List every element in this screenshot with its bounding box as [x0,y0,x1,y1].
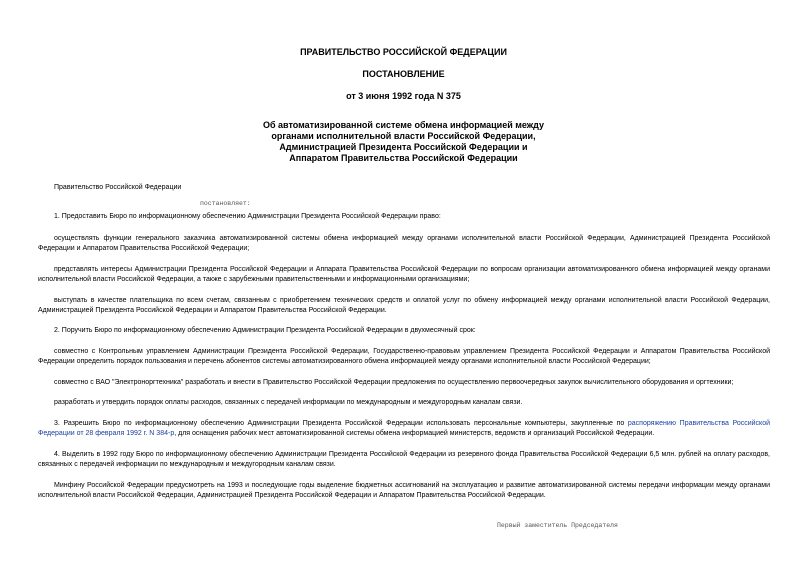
paragraph-1c: выступать в качестве плательщика по всем счетам, связанным с приобретением технических средств и оплатой услуг по обмену информацией между органами исполнительной власти Российской Федерации, Администрацией Президента Российской Федерации и Аппаратом Правительства Российской Федерации. [38,297,770,314]
decree-link[interactable]: распоряжению Правительства Российской Федерации от 28 февраля 1992 г. N 384-р [38,420,771,437]
paragraph-3 [38,419,770,439]
title-line-3: Администрацией Президента Российской Федерации и [279,142,528,152]
date-number: от 3 июня 1992 года N 375 [346,91,461,101]
intro: Правительство Российской Федерации [54,184,182,191]
resolves-word: постановляет: [200,200,251,207]
paragraph-1a: осуществлять функции генерального заказчика автоматизированной системы обмена информацией между органами исполнительной власти Российской Федерации, Администрацией Президента Российской Федерации и Аппаратом Правительства Российской Федерации; [38,235,770,252]
title-line-4: Аппаратом Правительства Российской Федерации [289,153,518,163]
paragraph-3-text-start: 3. Разрешить Бюро по информационному обеспечению Администрации Президента Российской Федерации использовать персональные компьютеры, закупленные по [54,420,628,427]
signature-title: Первый заместитель Председателя [497,522,618,529]
paragraph-1: 1. Предоставить Бюро по информационному обеспечению Администрации Президента Российской Федерации право: [54,213,441,220]
paragraph-2a: совместно с Контрольным управлением Администрации Президента Российской Федерации, Государственно-правовым управлением Президента Российской Федерации и Аппаратом Правительства Российской Федерации определить порядок пользования и перечень абонентов системы автоматизированного обмена информацией между органами исполнительной власти Российской Федерации; [38,348,770,365]
paragraph-2c: разработать и утвердить порядок оплаты расходов, связанных с передачей информации по международным и междугородным каналам связи. [54,399,523,406]
title-line-1: Об автоматизированной системе обмена информацией между [262,120,544,130]
title-line-2: органами исполнительной власти Российской Федерации, [271,131,536,141]
paragraph-3-text-end: , для оснащения рабочих мест автоматизированной системы обмена информацией министерств, ведомств и организаций Российской Федерации. [174,430,655,437]
paragraph-5: Минфину Российской Федерации предусмотреть на 1993 и последующие годы выделение бюджетных ассигнований на эксплуатацию и развитие автоматизированной системы передачи информации между органами исполнительной власти Российской Федерации, Администрацией Президента Российской Федерации и Аппаратом Правительства Российской Федерации. [38,482,770,499]
document-type: ПОСТАНОВЛЕНИЕ [362,69,445,79]
paragraph-2: 2. Поручить Бюро по информационному обеспечению Администрации Президента Российской Федерации в двухмесячный срок: [54,327,476,334]
paragraph-1b: представлять интересы Администрации Президента Российской Федерации и Аппарата Правительства Российской Федерации по вопросам организации автоматизированного обмена информацией между органами исполнительной власти Российской Федерации, а также с зарубежными правительственными и информационными организациями; [38,266,770,283]
paragraph-2b: совместно с ВАО "Электроноргтехника" разработать и внести в Правительство Российской Федерации предложения по осуществлению первоочередных закупок вычислительного оборудования и оргтехники; [54,379,734,386]
government-heading: ПРАВИТЕЛЬСТВО РОССИЙСКОЙ ФЕДЕРАЦИИ [300,47,507,57]
paragraph-4: 4. Выделить в 1992 году Бюро по информационному обеспечению Администрации Президента Российской Федерации из резервного фонда Правительства Российской Федерации 6,5 млн. рублей на оплату расходов, связанных с передачей информации по международным и междугородным каналам связи. [38,451,770,468]
